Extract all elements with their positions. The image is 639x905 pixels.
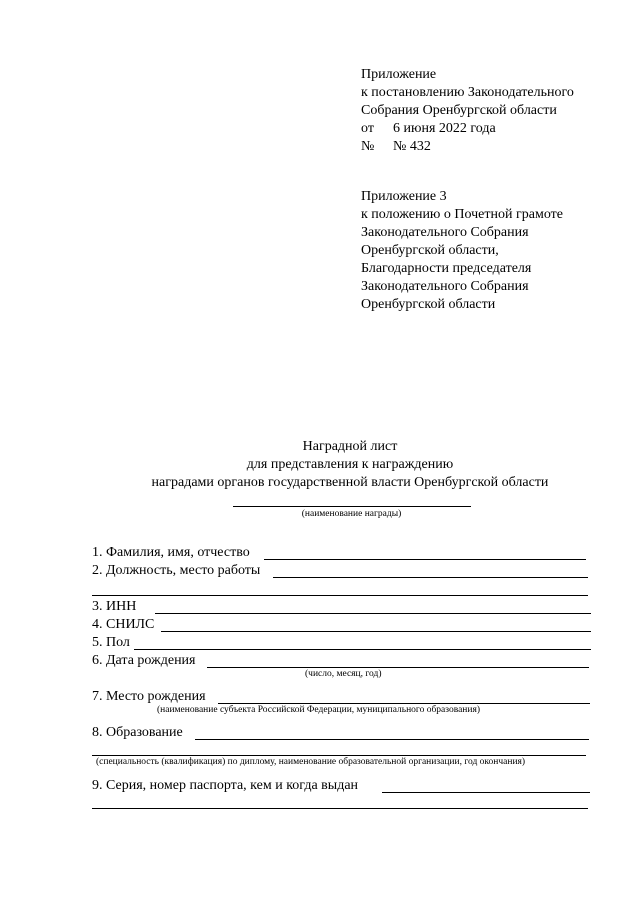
date-value: 6 июня 2022 года: [393, 121, 496, 136]
title-line: Наградной лист: [302, 439, 398, 454]
field-birthplace-label: 7. Место рождения: [92, 689, 206, 704]
field-position-line: [273, 577, 588, 578]
field-gender-line: [134, 649, 591, 650]
field-gender-label: 5. Пол: [92, 635, 130, 650]
field-full-name-label: 1. Фамилия, имя, отчество: [92, 545, 250, 560]
field-passport-line: [382, 792, 590, 793]
title-line: для представления к награждению: [246, 457, 454, 472]
appendix3-title: Приложение 3: [361, 189, 447, 204]
field-passport-label: 9. Серия, номер паспорта, кем и когда выдан: [92, 778, 359, 793]
field-birthplace-caption: (наименование субъекта Российской Федерации, муниципального образования): [157, 705, 480, 715]
field-education-line-2: [92, 755, 586, 756]
field-inn-label: 3. ИНН: [92, 599, 137, 614]
appendix3-line: Оренбургской области: [361, 297, 496, 312]
field-birthplace-line: [218, 703, 590, 704]
number-value: № 432: [393, 139, 431, 154]
appendix-line: Собрания Оренбургской области: [361, 103, 557, 118]
field-full-name-line: [264, 559, 586, 560]
field-passport-line-2: [92, 808, 588, 809]
field-education-caption: (специальность (квалификация) по диплому, наименование образовательной организации, год окончания): [96, 757, 526, 767]
appendix-title: Приложение: [361, 67, 437, 82]
field-snils-label: 4. СНИЛС: [92, 617, 155, 632]
appendix3-line: Благодарности председателя: [361, 261, 532, 276]
appendix3-line: Законодательного Собрания: [361, 225, 529, 240]
appendix-line: к постановлению Законодательного: [361, 85, 574, 100]
field-position-line-2: [92, 595, 588, 596]
date-prefix: от: [361, 121, 374, 136]
field-position-label: 2. Должность, место работы: [92, 563, 261, 578]
field-education-line: [195, 739, 589, 740]
title-line: наградами органов государственной власти Оренбургской области: [151, 475, 549, 490]
field-birthdate-caption: (число, месяц, год): [305, 669, 382, 679]
appendix3-line: к положению о Почетной грамоте: [361, 207, 563, 222]
field-birthdate-label: 6. Дата рождения: [92, 653, 196, 668]
award-name-caption: (наименование награды): [301, 509, 402, 519]
award-name-line: [233, 506, 471, 507]
field-snils-line: [161, 631, 591, 632]
appendix3-line: Оренбургской области,: [361, 243, 499, 258]
field-inn-line: [155, 613, 591, 614]
field-birthdate-line: [207, 667, 589, 668]
number-prefix: №: [361, 139, 375, 154]
field-education-label: 8. Образование: [92, 725, 183, 740]
appendix3-line: Законодательного Собрания: [361, 279, 529, 294]
